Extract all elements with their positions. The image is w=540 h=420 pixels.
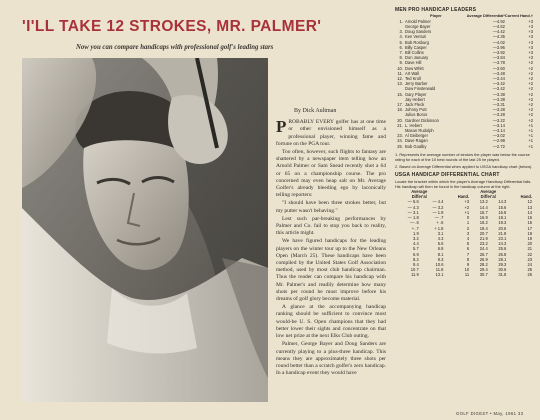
cell-cur: +2 <box>528 60 533 66</box>
cell-rank: 20. <box>397 117 403 123</box>
cell-right: 23 <box>527 256 532 262</box>
cell-left: 11.9 <box>411 272 419 278</box>
cell-right: 29.4 <box>479 267 488 273</box>
cell-left: 5.6 <box>437 241 444 247</box>
cell-rank: 18. <box>397 107 403 113</box>
cell-right: 25.7 <box>479 251 488 257</box>
cell-rank: 6. <box>399 44 403 50</box>
cell-left: + .7 <box>411 225 419 231</box>
cell-avg: —3.42 <box>492 86 505 92</box>
cell-rank: 12. <box>397 76 403 82</box>
cell-cur: +2 <box>528 91 533 97</box>
cell-left: — 4.4 <box>432 199 444 205</box>
col-differential-header: Differ'al <box>411 194 427 200</box>
cell-right: 17 <box>527 225 532 231</box>
cell-rank: 24. <box>397 138 403 144</box>
cell-name: Jerry Barber <box>404 81 428 87</box>
cell-name: Gardner Dickinson <box>404 117 439 123</box>
cell-left: — 1.8 <box>407 215 419 221</box>
leaders-table <box>395 14 533 149</box>
cell-avg: —3.38 <box>492 91 505 97</box>
cell-avg: —4.35 <box>492 34 505 40</box>
cell-right: 15.7 <box>479 209 488 215</box>
cell-avg: —3.14 <box>492 122 505 128</box>
cell-left: 9.3 <box>437 256 444 262</box>
cell-left: 11.8 <box>435 267 444 273</box>
cell-cur: +3 <box>528 39 533 45</box>
cell-right: 20.7 <box>479 230 488 236</box>
col-differential-header: Differ'al <box>480 194 496 200</box>
cell-rank: 4. <box>399 34 403 40</box>
cell-left: 1 <box>466 220 470 226</box>
col-current-header: Current Hand.† <box>504 13 533 19</box>
cell-avg: —3.78 <box>492 60 505 66</box>
cell-name: Dave Hill <box>404 60 422 66</box>
cell-right: 19 <box>527 235 532 241</box>
cell-cur: +2 <box>528 65 533 71</box>
cell-right: 31.8 <box>498 272 507 278</box>
cell-cur: +2 <box>528 117 533 123</box>
article-title: 'I'LL TAKE 12 STROKES, MR. PALMER' <box>22 18 322 35</box>
article-subtitle: Now you can compare handicaps with professional golf's leading stars <box>76 44 274 51</box>
cell-name: Al Geiberger <box>404 133 428 139</box>
cell-avg: —4.42 <box>492 29 505 35</box>
article-body <box>276 108 386 378</box>
cell-avg: —3.02 <box>492 133 505 139</box>
page-footer: GOLF DIGEST • May, 1961 33 <box>456 411 524 416</box>
cell-left: 3.1 <box>437 230 444 236</box>
cell-name: Dave Ragan <box>404 138 428 144</box>
cell-avg: —3.22 <box>492 117 505 123</box>
cell-left: + 1.8 <box>434 225 444 231</box>
cell-name: Ted Kroll <box>404 76 421 82</box>
cell-right: 21.8 <box>498 230 507 236</box>
cell-left: — 3.1 <box>407 209 419 215</box>
paragraph: We have figured handicaps for the leading players on the winter tour up to the New Orleans Open (March 25). These handicaps have been compiled by the United States Golf Association method, used by most club handicap chairman. Thus the reader can compare his handicap with Mr. Palmer's and readily determine how many shots per round he must improve before his dreams of golf glory become material. <box>276 238 386 303</box>
cell-right: 30.7 <box>479 272 488 278</box>
cell-right: 13.2 <box>479 199 488 205</box>
cell-right: 14.4 <box>479 204 488 210</box>
cell-avg: —3.28 <box>492 112 505 118</box>
cell-right: 29.3 <box>498 261 507 267</box>
cell-cur: +2 <box>528 96 533 102</box>
cell-cur: +3 <box>528 29 533 35</box>
cell-right: 26.8 <box>498 251 507 257</box>
cell-right: 23.1 <box>498 235 507 241</box>
cell-right: 16 <box>527 220 532 226</box>
cell-left: 8.2 <box>413 256 419 262</box>
cell-cur: +1 <box>528 128 533 134</box>
cell-right: 22 <box>527 251 532 257</box>
cell-left: — .6 <box>410 220 419 226</box>
cell-right: 25.6 <box>498 246 507 252</box>
cell-name: Jay Hebert <box>404 96 425 102</box>
col-average-header: Average <box>411 189 428 195</box>
paragraph: Lest such par-breaking performances by Palmer and Co. fail to stop you back to reality, this article might. <box>276 215 386 237</box>
cell-name: Mason Rudolph <box>404 128 434 134</box>
cell-left: 5 <box>466 241 470 247</box>
cell-right: 18.2 <box>479 220 488 226</box>
cell-right: 16.8 <box>498 209 507 215</box>
cell-left: 0 <box>466 215 470 221</box>
table-row <box>395 272 533 277</box>
cell-right: 24.3 <box>498 241 507 247</box>
cell-avg: —4.92 <box>492 18 505 24</box>
cell-right: 15.6 <box>498 204 507 210</box>
cell-left: 13.1 <box>435 272 444 278</box>
cell-avg: —4.52 <box>492 24 505 29</box>
cell-rank: 15. <box>397 91 403 97</box>
cell-cur: +2 <box>528 112 533 118</box>
col-hand-header: Hand. <box>457 194 470 200</box>
cell-name: Ken Venturi <box>404 34 427 40</box>
cell-rank: 13. <box>397 81 403 87</box>
cell-avg: —3.38 <box>492 96 505 102</box>
cell-right: 12 <box>527 199 532 205</box>
cell-left: +3 <box>464 199 470 205</box>
cell-left: 11 <box>464 272 470 278</box>
cell-cur: +3 <box>528 44 533 50</box>
cell-left: 9.4 <box>413 261 419 267</box>
col-average-header: Average Differential* <box>466 13 505 19</box>
cell-rank: 3. <box>399 29 403 35</box>
table-row <box>395 144 533 149</box>
cell-avg: —3.96 <box>492 44 505 50</box>
cell-name: L. Hebert <box>404 122 422 128</box>
cell-left: +2 <box>464 204 470 210</box>
cell-rank: 7. <box>399 50 403 56</box>
cell-left: 9 <box>466 261 470 267</box>
cell-left: 2 <box>466 225 470 231</box>
cell-cur: +2 <box>528 102 533 108</box>
cell-left: 4.4 <box>413 241 419 247</box>
cell-left: +1 <box>464 209 470 215</box>
note: 2. Based on Average Differential when applied to USGA handicap chart (below). <box>395 163 533 169</box>
cell-cur: +3 <box>528 50 533 56</box>
paragraph: A glance at the accompanying handicap ranking should be sufficient to convince most would-be U. S. Open champions that they had better lower their sights and concentrate on that low net prize at the next Elks Club outing. <box>276 304 386 340</box>
cell-rank: 23. <box>397 133 403 139</box>
cell-left: — 1.9 <box>432 209 444 215</box>
cell-left: 10.6 <box>435 261 444 267</box>
cell-right: 20 <box>527 241 532 247</box>
col-average-header: Average <box>480 189 497 195</box>
cell-right: 14.3 <box>498 199 507 205</box>
cell-right: 24.4 <box>479 246 488 252</box>
cell-cur: +3 <box>528 55 533 61</box>
cell-right: 21.9 <box>479 235 488 241</box>
cell-right: 19.3 <box>498 220 507 226</box>
paragraph: Too often, however, such flights to fantasy are shattered by a newspaper item telling how an Arnold Palmer or Sam Snead recently shot a 64 or 65 on a championship course. The pro concerned may even heap salt on Mr. Average Golfer's already bleeding ego by laconically telling reporters: <box>276 149 386 199</box>
col-hand-header: Hand. <box>520 194 532 200</box>
cell-left: — 4.3 <box>407 204 419 210</box>
cell-avg: —3.28 <box>492 107 505 113</box>
golfer-photo <box>22 58 268 402</box>
cell-cur: +1 <box>528 143 533 149</box>
cell-right: 30.6 <box>498 267 507 273</box>
cell-rank: 9. <box>399 60 403 66</box>
cell-avg: —3.44 <box>492 76 505 82</box>
cell-left: — 3.2 <box>432 204 444 210</box>
paragraph: PROBABLY EVERY golfer has at one time or other envisioned himself as a professional player, winning fame and fortune on the PGA tour. <box>276 117 386 147</box>
cell-left: 4 <box>466 235 470 241</box>
cell-rank: 25. <box>397 143 403 149</box>
cell-right: 14 <box>527 209 532 215</box>
cell-rank: 11. <box>397 70 403 76</box>
cell-right: 15 <box>527 215 532 221</box>
cell-name: George Bayer <box>404 24 431 29</box>
cell-right: 20.6 <box>498 225 507 231</box>
cell-cur: +3 <box>528 34 533 40</box>
cell-name: Dow Finsterwald <box>404 86 436 92</box>
cell-cur: +2 <box>528 81 533 87</box>
golfer-photo-image <box>22 58 268 402</box>
cell-rank: 5. <box>399 39 403 45</box>
cell-right: 16.9 <box>479 215 488 221</box>
cell-name: Bill Collins <box>404 50 424 56</box>
cell-right: 28.1 <box>498 256 507 262</box>
cell-right: 19.4 <box>479 225 488 231</box>
cell-cur: +2 <box>528 107 533 113</box>
cell-avg: —4.02 <box>492 39 505 45</box>
cell-avg: —3.14 <box>492 128 505 134</box>
cell-name: Billy Casper <box>404 44 427 50</box>
cell-name: Bob Goalby <box>404 143 427 149</box>
cell-avg: —3.48 <box>492 70 505 76</box>
cell-cur: +3 <box>528 18 533 24</box>
cell-left: 10 <box>464 267 470 273</box>
cell-right: 18.1 <box>498 215 507 221</box>
paragraph: "I should have been three strokes better, but my putter wasn't behaving." <box>276 200 386 214</box>
cell-cur: +3 <box>528 24 533 29</box>
cell-right: 21 <box>527 246 532 252</box>
cell-left: 1.9 <box>413 230 419 236</box>
cell-left: 6.9 <box>413 251 419 257</box>
cell-avg: —3.84 <box>492 55 505 61</box>
cell-cur: +2 <box>528 76 533 82</box>
cell-name: Arnold Palmer <box>404 18 431 24</box>
cell-cur: +2 <box>528 86 533 92</box>
col-player-header: Player <box>430 13 442 19</box>
cell-right: 25 <box>527 267 532 273</box>
cell-avg: —2.98 <box>492 138 505 144</box>
cell-avg: —2.72 <box>492 143 505 149</box>
cell-left: 8 <box>466 256 470 262</box>
cell-name: Johnny Pott <box>404 107 427 113</box>
cell-cur: +2 <box>528 70 533 76</box>
cell-rank: 1. <box>399 18 403 24</box>
cell-cur: +1 <box>528 122 533 128</box>
cell-name: Dow Whitt <box>404 65 424 71</box>
cell-name: Julius Boros <box>404 112 428 118</box>
cell-left: 8.1 <box>437 251 444 257</box>
cell-left: 7 <box>466 251 470 257</box>
cell-avg: —3.60 <box>492 65 505 71</box>
cell-avg: —3.31 <box>492 102 505 108</box>
cell-left: 6 <box>466 246 470 252</box>
cell-name: Doug Sanders <box>404 29 432 35</box>
drop-cap: P <box>276 117 287 137</box>
cell-rank: 17. <box>397 102 403 108</box>
paragraph: Palmer, George Bayer and Doug Sanders are currently playing to a plus-three handicap. This means they are approximately three shots per round better than a scratch golfer's zero handicap. In a handicap event they would have <box>276 341 386 377</box>
usga-title: USGA HANDICAP DIFFERENTIAL CHART <box>395 171 500 178</box>
cell-right: 26 <box>527 272 532 278</box>
cell-rank: 8. <box>399 55 403 61</box>
cell-left: 5.7 <box>413 246 419 252</box>
cell-name: Jack Fleck <box>404 102 425 108</box>
cell-cur: +1 <box>528 138 533 144</box>
cell-right: 13 <box>527 204 532 210</box>
cell-left: 4.3 <box>437 235 444 241</box>
cell-right: 24 <box>527 261 532 267</box>
cell-left: — 5.6 <box>407 199 419 205</box>
usga-intro: Locate the bracket within which the player's Average Handicap Differential falls. His handicap will then be found in the handicap column at the right. <box>395 179 532 190</box>
cell-right: 28.2 <box>479 261 488 267</box>
cell-avg: —3.42 <box>492 81 505 87</box>
cell-avg: —3.92 <box>492 50 505 56</box>
cell-rank: 10. <box>397 65 403 71</box>
handicap-sidebar <box>395 8 533 278</box>
cell-right: 23.2 <box>479 241 488 247</box>
cell-right: 26.9 <box>479 256 488 262</box>
cell-left: 3.2 <box>413 235 419 241</box>
cell-left: 10.7 <box>410 267 419 273</box>
cell-left: — .7 <box>434 215 444 221</box>
leaders-title: MEN PRO HANDICAP LEADERS <box>395 7 477 13</box>
cell-name: Art Wall <box>404 70 420 76</box>
cell-rank: 21. <box>397 122 403 128</box>
cell-name: Don January <box>404 55 429 61</box>
cell-left: 3 <box>466 230 470 236</box>
usga-table <box>395 189 533 277</box>
cell-name: Bob Rosburg <box>404 39 429 45</box>
leaders-notes <box>395 152 533 169</box>
cell-left: 6.8 <box>437 246 444 252</box>
byline: By Dick Aultman <box>294 108 337 114</box>
cell-cur: +1 <box>528 133 533 139</box>
cell-left: + .6 <box>436 220 444 226</box>
cell-name: Gary Player <box>404 91 427 97</box>
note: 1. Represents the average number of strokes the player was below the course rating for each of the 10 best rounds of the last 25 he played. <box>395 151 530 162</box>
cell-right: 18 <box>527 230 532 236</box>
